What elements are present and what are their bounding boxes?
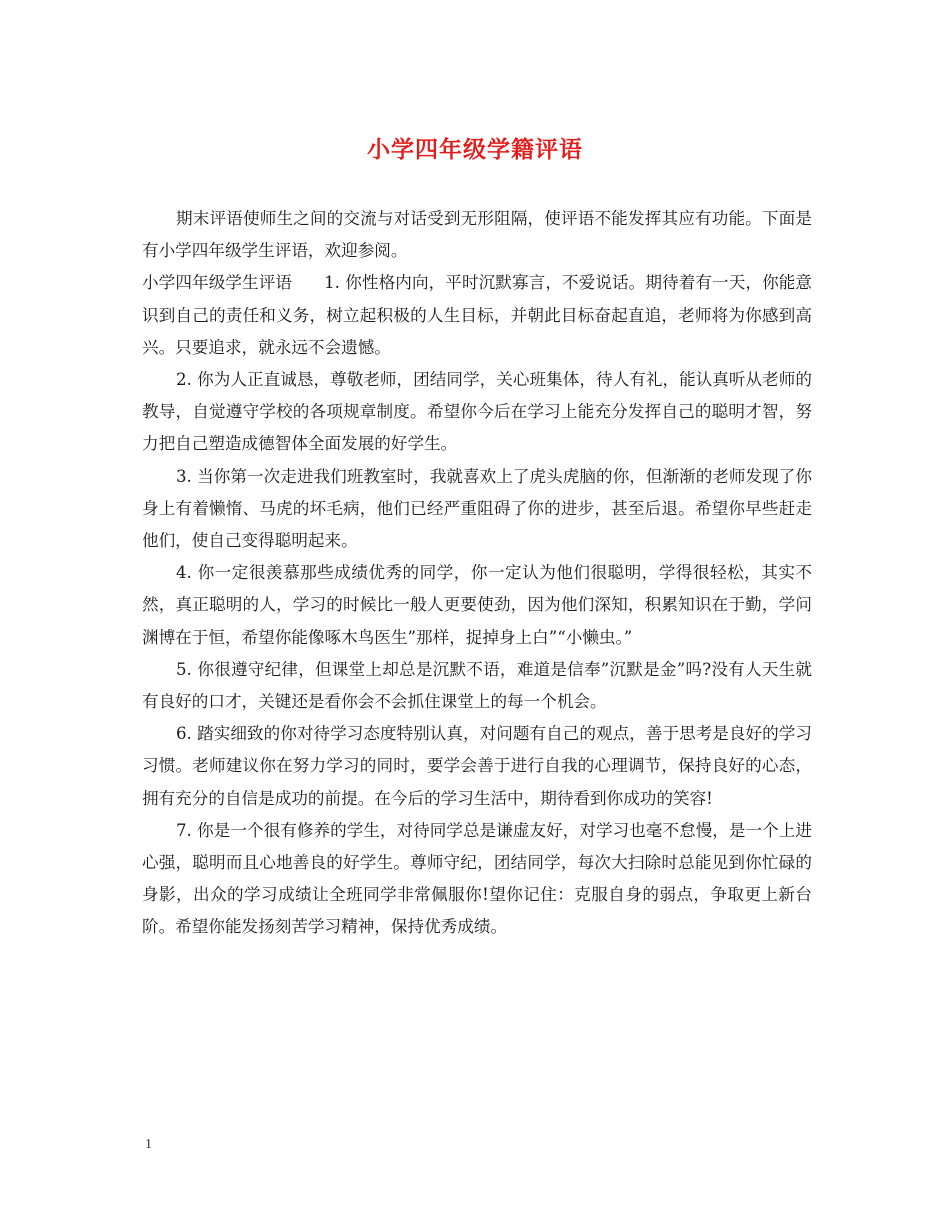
section-label: 小学四年级学生评语 <box>142 273 293 293</box>
document-body <box>142 203 812 944</box>
page-number: 1 <box>145 1137 152 1152</box>
first-comment-paragraph <box>142 267 812 364</box>
comment-item: 4. 你一定很羡慕那些成绩优秀的同学，你一定认为他们很聪明，学得很轻松，其实不然，真正聪明的人，学习的时候比一般人更要使劲，因为他们深知，积累知识在于勤，学问渊博在于恒，希望你能像啄木鸟医生”那样，捉掉身上白”“小懒虫。” <box>142 563 812 647</box>
comment-item: 5. 你很遵守纪律，但课堂上却总是沉默不语，难道是信奉”沉默是金”吗?没有人天生就有良好的口才，关键还是看你会不会抓住课堂上的每一个机会。 <box>142 659 812 712</box>
comment-item: 1. 你性格内向，平时沉默寡言，不爱说话。期待着有一天，你能意识到自己的责任和义务，树立起积极的人生目标，并朝此目标奋起直追，老师将为你感到高兴。只要追求，就永远不会遗憾。 <box>142 273 813 357</box>
comment-item: 6. 踏实细致的你对待学习态度特别认真，对问题有自己的观点，善于思考是良好的学习习惯。老师建议你在努力学习的同时，要学会善于进行自我的心理调节，保持良好的心态，拥有充分的自信是成功的前提。在今后的学习生活中，期待看到你成功的笑容! <box>142 724 812 808</box>
intro-paragraph: 期末评语使师生之间的交流与对话受到无形阻隔，使评语不能发挥其应有功能。下面是有小学四年级学生评语，欢迎参阅。 <box>142 209 812 261</box>
comment-item: 7. 你是一个很有修养的学生，对待同学总是谦虚友好，对学习也毫不怠慢，是一个上进心强，聪明而且心地善良的好学生。尊师守纪，团结同学，每次大扫除时总能见到你忙碌的身影，出众的学习成绩让全班同学非常佩服你!望你记住：克服自身的弱点，争取更上新台阶。希望你能发扬刻苦学习精神，保持优秀成绩。 <box>142 820 812 937</box>
comment-item: 3. 当你第一次走进我们班教室时，我就喜欢上了虎头虎脑的你，但渐渐的老师发现了你身上有着懒惰、马虎的坏毛病，他们已经严重阻碍了你的进步，甚至后退。希望你早些赶走他们，使自己变得聪明起来。 <box>142 466 812 551</box>
page-title: 小学四年级学籍评语 <box>367 137 583 163</box>
comment-item: 2. 你为人正直诚恳，尊敬老师，团结同学，关心班集体，待人有礼，能认真听从老师的教导，自觉遵守学校的各项规章制度。希望你今后在学习上能充分发挥自己的聪明才智，努力把自己塑造成德智体全面发展的好学生。 <box>142 370 812 454</box>
